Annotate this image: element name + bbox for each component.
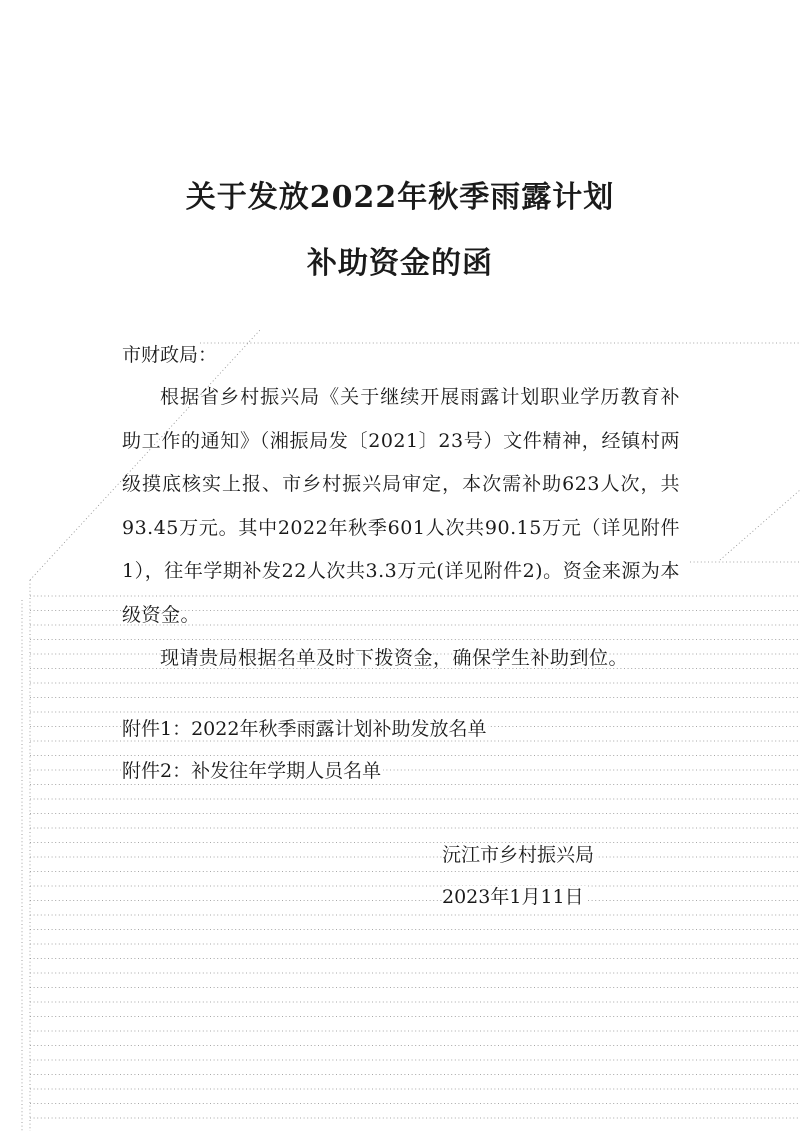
attachment-2 bbox=[122, 756, 383, 783]
signature-organization bbox=[442, 840, 596, 867]
signature-date-text: 2023年1月11日 bbox=[442, 886, 584, 908]
attachment-1 bbox=[122, 714, 488, 741]
attachment-2-text: 附件2：补发往年学期人员名单 bbox=[122, 760, 382, 782]
signature-date bbox=[442, 882, 586, 909]
body-paragraph-1: 根据省乡村振兴局《关于继续开展雨露计划职业学历教育补助工作的通知》（湘振局发〔2021〕23号）文件精神，经镇村两级摸底核实上报、市乡村振兴局审定，本次需补助623人次，共93.45万元。其中2022年秋季601人次共90.15万元（详见附件1），往年学期补发22人次共3.3万元(详见附件2)。资金来源为本级资金。 bbox=[122, 386, 680, 626]
salutation-text: 市财政局： bbox=[122, 344, 218, 366]
document-title-line-2: 补助资金的函 bbox=[307, 246, 493, 281]
document-title-line-1: 关于发放2022年秋季雨露计划 bbox=[185, 180, 615, 215]
letter-body bbox=[122, 376, 680, 681]
attachment-1-text: 附件1：2022年秋季雨露计划补助发放名单 bbox=[122, 718, 487, 740]
salutation bbox=[122, 340, 219, 367]
body-paragraph-2: 现请贵局根据名单及时下拨资金，确保学生补助到位。 bbox=[160, 647, 629, 669]
signature-organization-text: 沅江市乡村振兴局 bbox=[442, 844, 595, 866]
